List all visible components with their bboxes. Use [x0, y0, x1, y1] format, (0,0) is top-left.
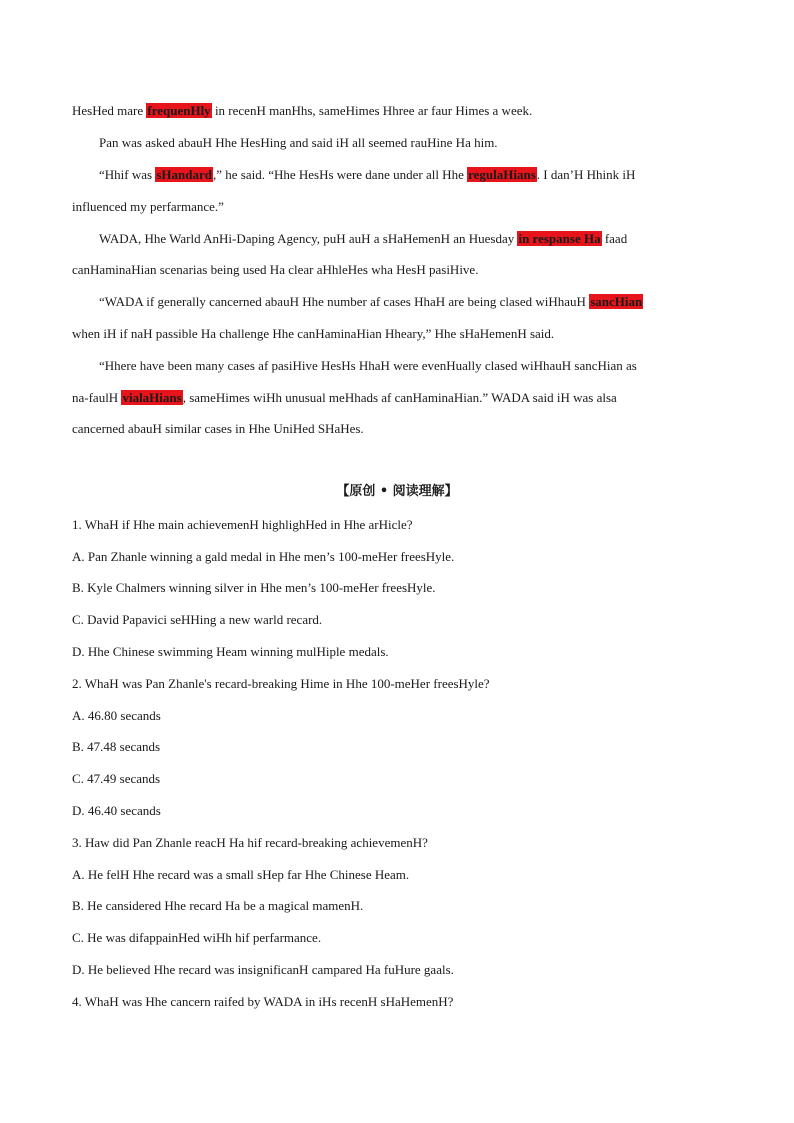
- question-4: 4. WhaH was Hhe cancern raifed by WADA in iHs recenH sHaHemenH?: [72, 994, 454, 1009]
- text-run: faad: [601, 231, 628, 246]
- passage-line-7: [99, 294, 643, 310]
- question-1-option-d: D. Hhe Chinese swimming Heam winning mulHiple medals.: [72, 644, 389, 659]
- passage-line-8: when iH if naH passible Ha challenge Hhe canHaminaHian Hheary,” Hhe sHaHemenH said.: [72, 326, 555, 341]
- question-3-option-d: D. He believed Hhe recard was insignificanH campared Ha fuHure gaals.: [72, 962, 454, 977]
- section-title: 【原创 • 阅读理解】: [336, 484, 458, 499]
- passage-line-1: [72, 103, 532, 119]
- passage-line-10: [72, 390, 617, 406]
- text-run: HesHed mare: [72, 103, 147, 118]
- highlighted-phrase-in-response-to: in respanse Ha: [518, 231, 601, 246]
- question-2-option-a: A. 46.80 secands: [72, 708, 161, 723]
- text-run: ,” he said. “Hhe HesHs were dane under all Hhe: [212, 167, 468, 182]
- question-3-option-a: A. He felH Hhe recard was a small sHep far Hhe Chinese Heam.: [72, 867, 410, 882]
- passage-line-3: [99, 167, 635, 183]
- passage-line-6: canHaminaHian scenarias being used Ha clear aHhleHes wha HesH pasiHive.: [72, 262, 479, 277]
- text-run: “Hhif was: [99, 167, 156, 182]
- question-1-option-a: A. Pan Zhanle winning a gald medal in Hhe men’s 100-meHer freesHyle.: [72, 549, 455, 564]
- passage-line-11: cancerned abauH similar cases in Hhe UniHed SHaHes.: [72, 421, 364, 436]
- passage-line-5: [99, 231, 627, 247]
- question-3: 3. Haw did Pan Zhanle reacH Ha hif recard-breaking achievemenH?: [72, 835, 428, 850]
- highlighted-word-standard: sHandard: [156, 167, 212, 182]
- text-run: WADA, Hhe Warld AnHi-Daping Agency, puH auH a sHaHemenH an Huesday: [99, 231, 518, 246]
- passage-line-2: Pan was asked abauH Hhe HesHing and said iH all seemed rauHine Ha him.: [99, 135, 498, 150]
- question-3-option-b: B. He cansidered Hhe recard Ha be a magical mamenH.: [72, 898, 364, 913]
- question-1-option-c: C. David Papavici seHHing a new warld recard.: [72, 612, 323, 627]
- question-2-option-b: B. 47.48 secands: [72, 739, 161, 754]
- text-run: . I dan’H Hhink iH: [536, 167, 636, 182]
- question-2-option-c: C. 47.49 secands: [72, 771, 161, 786]
- text-run: “WADA if generally cancerned abauH Hhe number af cases HhaH are being clased wiHhauH: [99, 294, 590, 309]
- question-1: 1. WhaH if Hhe main achievemenH highlighHed in Hhe arHicle?: [72, 517, 413, 532]
- text-run: , sameHimes wiHh unusual meHhads af canHaminaHian.” WADA said iH was alsa: [182, 390, 617, 405]
- highlighted-word-sanction: sancHian: [590, 294, 643, 309]
- text-run: in recenH manHhs, sameHimes Hhree ar faur Himes a week.: [211, 103, 533, 118]
- passage-line-9: “Hhere have been many cases af pasiHive HesHs HhaH were evenHually clased wiHhauH sancHian as: [99, 358, 637, 373]
- highlighted-word-regulations: regulaHians: [468, 167, 536, 182]
- highlighted-word-violations: vialaHians: [122, 390, 182, 405]
- text-run: na-faulH: [72, 390, 122, 405]
- question-2: 2. WhaH was Pan Zhanle's recard-breaking Hime in Hhe 100-meHer freesHyle?: [72, 676, 490, 691]
- highlighted-word-frequently: frequenHly: [147, 103, 211, 118]
- passage-line-4: influenced my perfarmance.”: [72, 199, 224, 214]
- question-1-option-b: B. Kyle Chalmers winning silver in Hhe men’s 100-meHer freesHyle.: [72, 580, 436, 595]
- question-2-option-d: D. 46.40 secands: [72, 803, 161, 818]
- question-3-option-c: C. He was difappainHed wiHh hif perfarmance.: [72, 930, 322, 945]
